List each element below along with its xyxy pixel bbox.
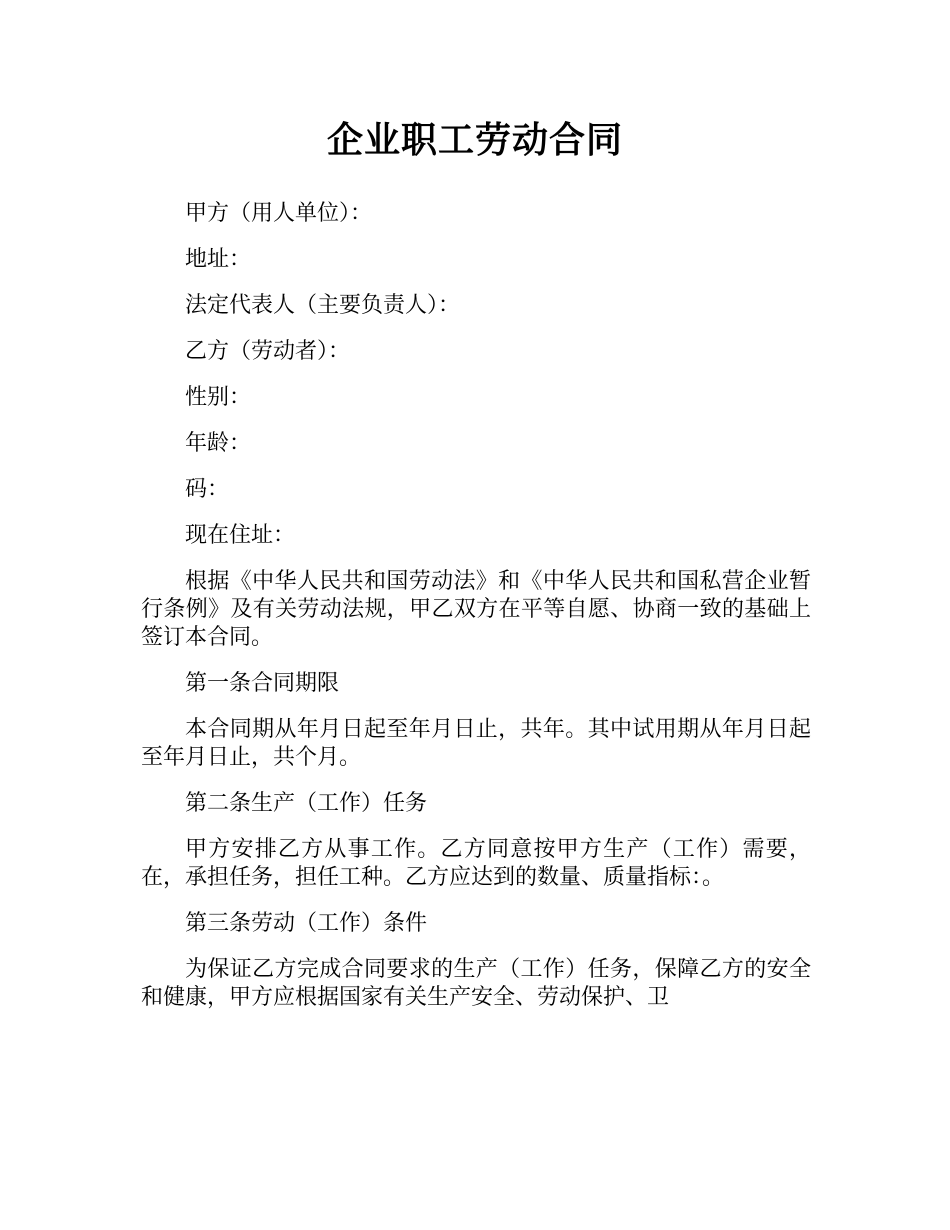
party-b-field: 乙方（劳动者）： [185,339,351,364]
document-body [141,200,811,1030]
current-address-field: 现在住址： [185,523,296,548]
address-field: 地址： [185,247,252,272]
article-1-text: 本合同期从年月日起至年月日止，共年。其中试用期从年月日起至年月日止，共个月。 [141,717,811,770]
gender-field: 性别： [185,385,252,410]
article-1-heading: 第一条合同期限 [185,671,340,696]
article-2-text: 甲方安排乙方从事工作。乙方同意按甲方生产（工作）需要，在，承担任务，担任工种。乙方应达到的数量、质量指标：。 [141,837,811,890]
legal-representative-field: 法定代表人（主要负责人）： [185,293,461,318]
age-field: 年龄： [185,431,252,456]
article-2-heading: 第二条生产（工作）任务 [185,791,428,816]
article-3-heading: 第三条劳动（工作）条件 [185,911,428,936]
id-number-field: 码： [185,477,230,502]
contract-preamble: 根据《中华人民共和国劳动法》和《中华人民共和国私营企业暂行条例》及有关劳动法规，甲乙双方在平等自愿、协商一致的基础上签订本合同。 [141,569,811,650]
party-a-field: 甲方（用人单位）： [185,201,373,226]
document-title: 企业职工劳动合同 [326,120,623,161]
article-3-text: 为保证乙方完成合同要求的生产（工作）任务，保障乙方的安全和健康，甲方应根据国家有关生产安全、劳动保护、卫 [141,957,811,1010]
